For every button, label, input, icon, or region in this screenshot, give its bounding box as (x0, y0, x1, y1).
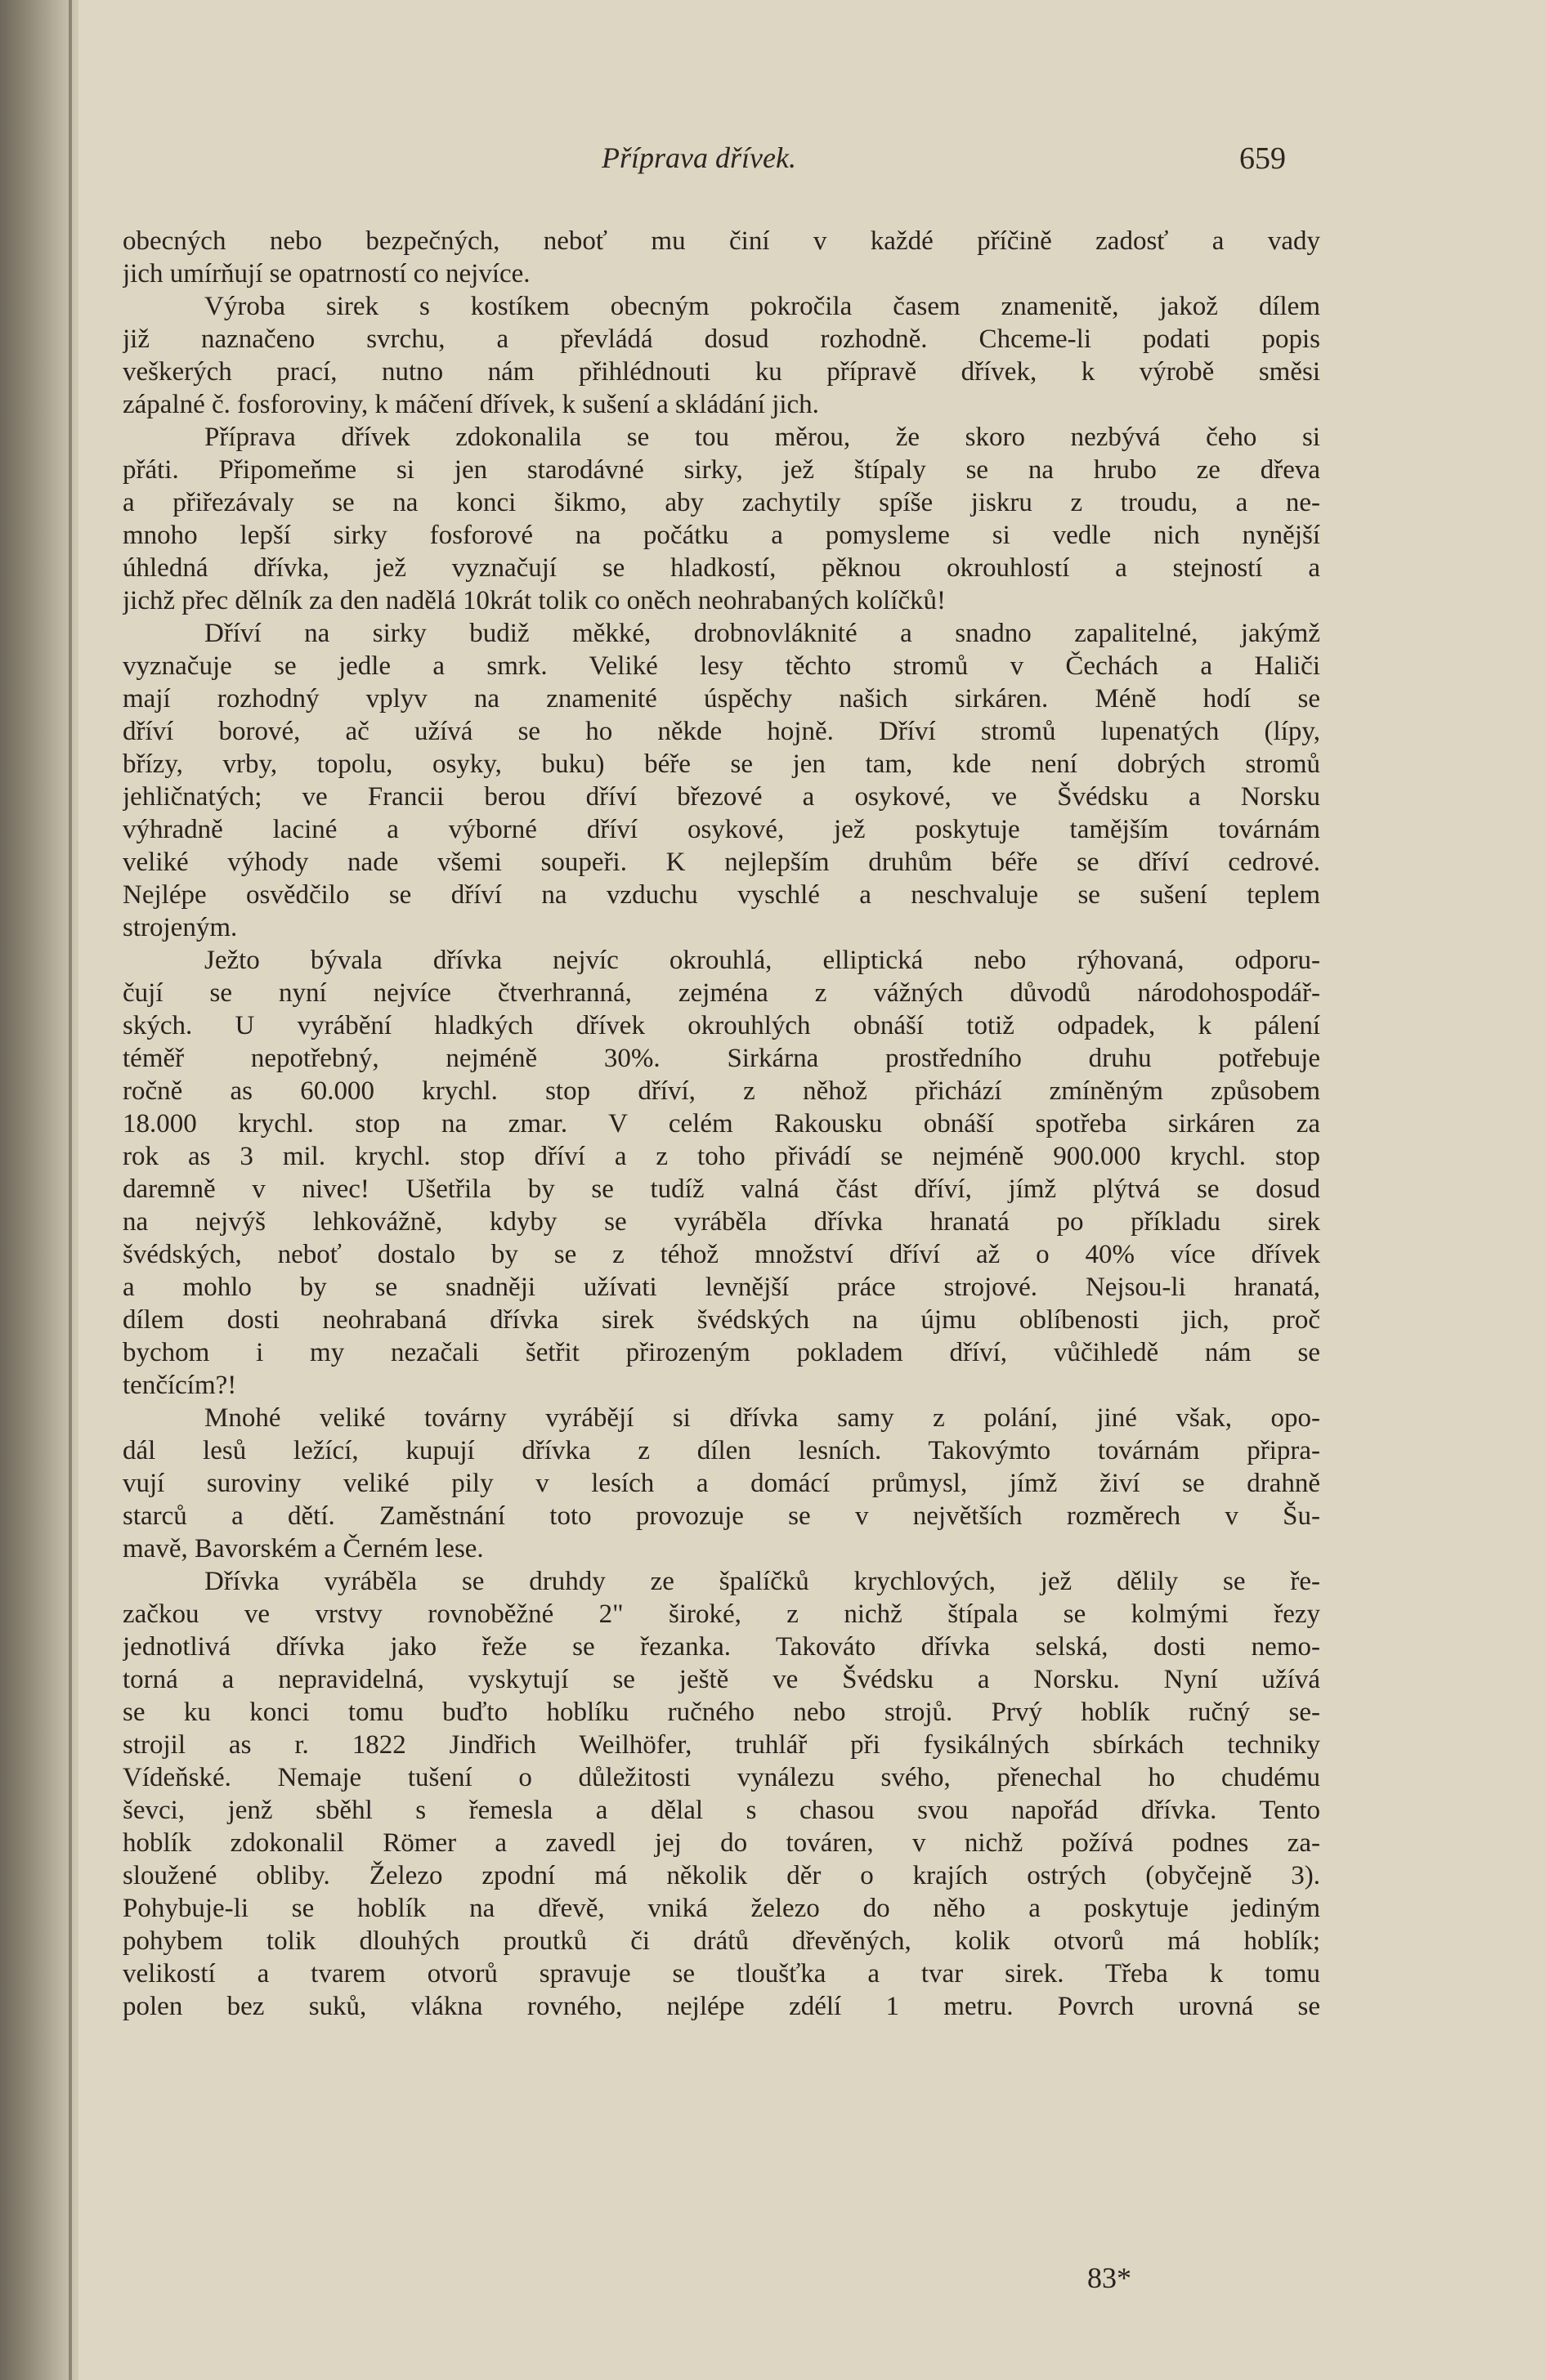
text-line: dříví borové, ač užívá se ho někde hojně. Dříví stromů lupenatých (lípy, (123, 717, 1320, 746)
running-title: Příprava dřívek. (602, 141, 796, 174)
gutter-line (69, 0, 72, 2380)
text-line: daremně v nivec! Ušetřila by se tudíž valná část dříví, jímž plýtvá se dosud (123, 1174, 1320, 1204)
text-line: 18.000 krychl. stop na zmar. V celém Rakousku obnáší spotřeba sirkáren za (123, 1109, 1320, 1139)
printer-signature-mark: 83* (1087, 2261, 1131, 2294)
text-line: rok as 3 mil. krychl. stop dříví a z toho přivádí se nejméně 900.000 krychl. stop (123, 1142, 1320, 1171)
text-line: zápalné č. fosforoviny, k máčení dřívek, k sušení a skládání jich. (123, 390, 819, 419)
text-line: jich umírňují se opatrností co nejvíce. (123, 259, 531, 289)
body-text (123, 225, 1320, 2023)
book-spine-shadow (0, 0, 78, 2380)
text-line: jehličnatých; ve Francii berou dříví březové a osykové, ve Švédsku a Norsku (123, 782, 1320, 812)
text-line: téměř nepotřebný, nejméně 30%. Sirkárna prostředního druhu potřebuje (123, 1044, 1320, 1073)
text-line: Pohybuje-li se hoblík na dřevě, vniká železo do něho a poskytuje jediným (123, 1894, 1320, 1923)
text-line: ševci, jenž sběhl s řemesla a dělal s chasou svou napořád dřívka. Tento (123, 1796, 1320, 1825)
text-line: bychom i my nezačali šetřit přirozeným pokladem dříví, vůčihledě nám se (123, 1338, 1320, 1367)
text-line: dílem dosti neohrabaná dřívka sirek švédských na újmu oblíbenosti jich, proč (123, 1305, 1320, 1335)
text-line: na nejvýš lehkovážně, kdyby se vyráběla dřívka hranatá po příkladu sirek (123, 1207, 1320, 1237)
text-line: veškerých prací, nutno nám přihlédnouti ku přípravě dřívek, k výrobě směsi (123, 357, 1320, 387)
text-line: vyznačuje se jedle a smrk. Veliké lesy těchto stromů v Čechách a Haliči (123, 651, 1320, 681)
text-line: pohybem tolik dlouhých proutků či drátů dřevěných, kolik otvorů má hoblík; (123, 1926, 1320, 1956)
page-header (78, 141, 1545, 181)
text-line: vují suroviny veliké pily v lesích a domácí průmysl, jímž živí se drahně (123, 1469, 1320, 1498)
text-line: dál lesů ležící, kupují dřívka z dílen lesních. Takovýmto továrnám připra- (123, 1436, 1320, 1465)
text-line: mají rozhodný vplyv na znamenité úspěchy našich sirkáren. Méně hodí se (123, 684, 1320, 714)
text-line: břízy, vrby, topolu, osyky, buku) béře se jen tam, kde není dobrých stromů (123, 749, 1320, 779)
text-line: výhradně laciné a výborné dříví osykové, jež poskytuje tamějším továrnám (123, 815, 1320, 844)
text-line: torná a nepravidelná, vyskytují se ještě ve Švédsku a Norsku. Nyní užívá (123, 1665, 1320, 1694)
text-line: úhledná dřívka, jež vyznačují se hladkostí, pěknou okrouhlostí a stejností a (123, 553, 1320, 583)
text-line: švédských, neboť dostalo by se z téhož množství dříví až o 40% více dřívek (123, 1240, 1320, 1269)
text-line: Ježto bývala dřívka nejvíc okrouhlá, elliptická nebo rýhovaná, odporu- (204, 946, 1320, 975)
text-line: Příprava dřívek zdokonalila se tou měrou, že skoro nezbývá čeho si (204, 423, 1320, 452)
text-line: Dříví na sirky budiž měkké, drobnovláknité a snadno zapalitelné, jakýmž (204, 619, 1320, 648)
text-line: ročně as 60.000 krychl. stop dříví, z něhož přichází zmíněným způsobem (123, 1076, 1320, 1106)
text-line: polen bez suků, vlákna rovného, nejlépe zdélí 1 metru. Povrch urovná se (123, 1992, 1320, 2021)
text-line: mavě, Bavorském a Černém lese. (123, 1534, 484, 1564)
text-line: a přiřezávaly se na konci šikmo, aby zachytily spíše jiskru z troudu, a ne- (123, 488, 1320, 517)
page-number: 659 (1239, 141, 1286, 176)
text-line: starců a dětí. Zaměstnání toto provozuje se v největších rozměrech v Šu- (123, 1501, 1320, 1531)
text-line: a mohlo by se snadněji užívati levnější práce strojové. Nejsou-li hranatá, (123, 1273, 1320, 1302)
text-line: strojeným. (123, 913, 238, 942)
text-line: velikostí a tvarem otvorů spravuje se tloušťka a tvar sirek. Třeba k tomu (123, 1959, 1320, 1989)
text-line: mnoho lepší sirky fosforové na počátku a pomysleme si vedle nich nynější (123, 521, 1320, 550)
text-line: čují se nyní nejvíce čtverhranná, zejména z vážných důvodů národohospodář- (123, 978, 1320, 1008)
text-line: veliké výhody nade všemi soupeři. K nejlepším druhům béře se dříví cedrové. (123, 848, 1320, 877)
text-line: sloužené obliby. Železo zpodní má několik děr o krajích ostrých (obyčejně 3). (123, 1861, 1320, 1890)
text-line: již naznačeno svrchu, a převládá dosud rozhodně. Chceme-li podati popis (123, 324, 1320, 354)
text-line: jichž přec dělník za den nadělá 10krát tolik co oněch neohrabaných kolíčků! (123, 586, 946, 615)
text-line: ských. U vyrábění hladkých dřívek okrouhlých obnáší totiž odpadek, k pálení (123, 1011, 1320, 1040)
text-line: se ku konci tomu buďto hoblíku ručného nebo strojů. Prvý hoblík ručný se- (123, 1698, 1320, 1727)
text-line: Mnohé veliké továrny vyrábějí si dřívka samy z polání, jiné však, opo- (204, 1403, 1320, 1433)
text-line: strojil as r. 1822 Jindřich Weilhöfer, truhlář při fysikálných sbírkách techniky (123, 1730, 1320, 1760)
text-line: začkou ve vrstvy rovnoběžné 2" široké, z nichž štípala se kolmými řezy (123, 1599, 1320, 1629)
text-line: Vídeňské. Nemaje tušení o důležitosti vynálezu svého, přenechal ho chudému (123, 1763, 1320, 1792)
text-line: Výroba sirek s kostíkem obecným pokročila časem znamenitě, jakož dílem (204, 292, 1320, 321)
text-line: hoblík zdokonalil Römer a zavedl jej do továren, v nichž požívá podnes za- (123, 1828, 1320, 1858)
text-line: tenčícím?! (123, 1371, 237, 1400)
text-line: Nejlépe osvědčilo se dříví na vzduchu vyschlé a neschvaluje se sušení teplem (123, 880, 1320, 910)
text-line: jednotlivá dřívka jako řeže se řezanka. Takováto dřívka selská, dosti nemo- (123, 1632, 1320, 1662)
text-line: Dřívka vyráběla se druhdy ze špalíčků krychlových, jež dělily se ře- (204, 1567, 1320, 1596)
text-line: obecných nebo bezpečných, neboť mu činí v každé příčině zadosť a vady (123, 226, 1320, 256)
text-line: přáti. Připomeňme si jen starodávné sirky, jež štípaly se na hrubo ze dřeva (123, 455, 1320, 485)
